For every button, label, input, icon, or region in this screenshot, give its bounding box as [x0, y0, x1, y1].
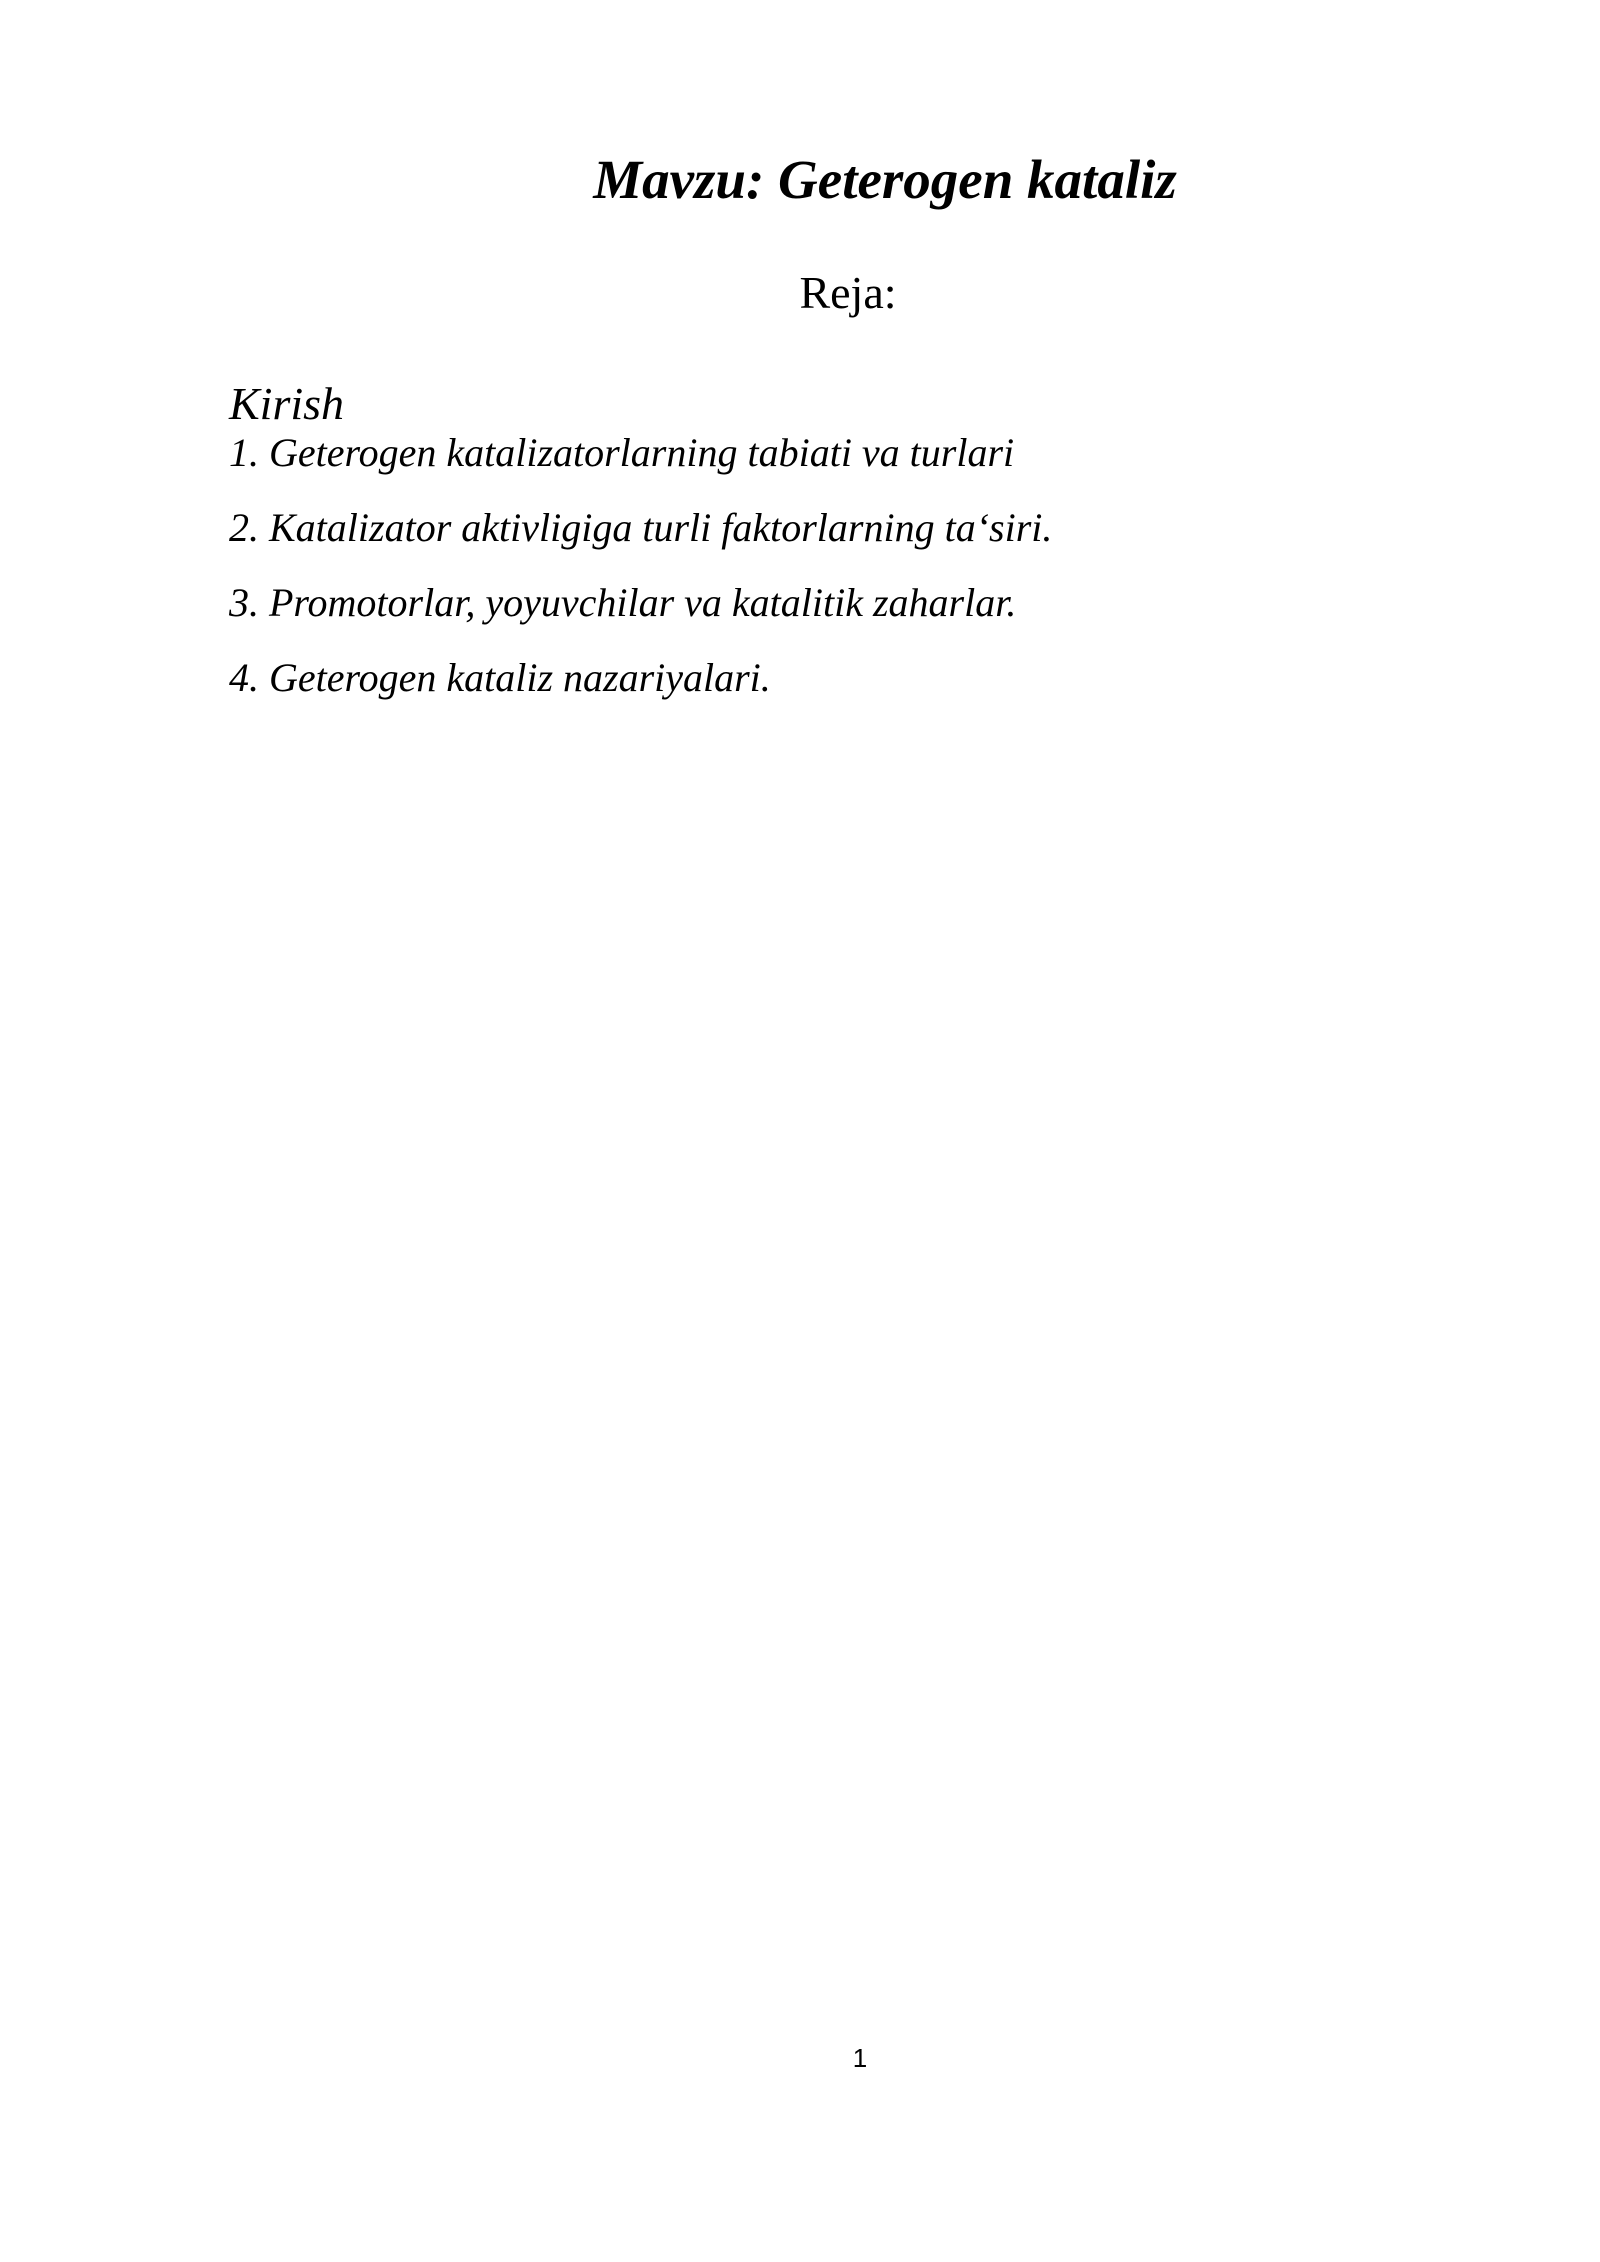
plan-item-3: 3. Promotorlar, yoyuvchilar va katalitik zaharlar.	[229, 580, 1017, 625]
page-number: 1	[852, 2043, 868, 2073]
plan-item-2: 2. Katalizator aktivligiga turli faktorlarning ta‘siri.	[229, 505, 1053, 550]
plan-intro: Kirish	[229, 378, 345, 429]
plan-heading: Reja:	[799, 267, 897, 318]
plan-item-4: 4. Geterogen kataliz nazariyalari.	[229, 655, 771, 700]
page-title: Mavzu: Geterogen kataliz	[593, 149, 1177, 210]
plan-item-1: 1. Geterogen katalizatorlarning tabiati va turlari	[229, 430, 1015, 475]
plan-list	[229, 378, 1429, 730]
